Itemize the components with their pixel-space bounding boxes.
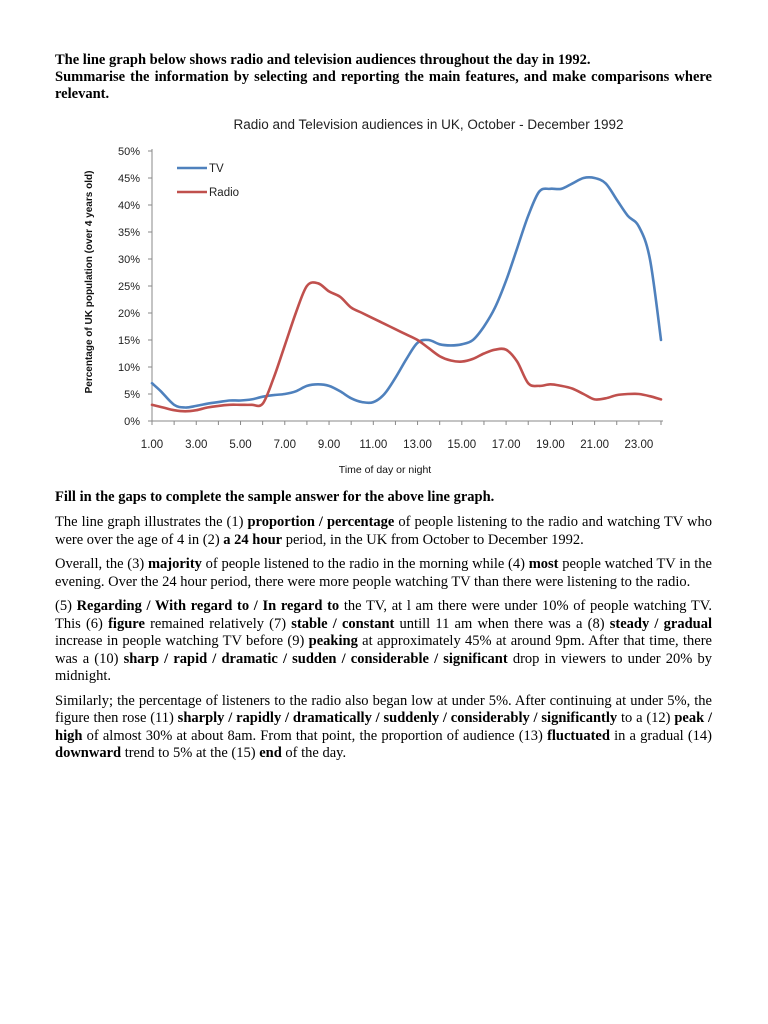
- legend-label-tv: TV: [209, 163, 224, 175]
- answer-text: The line graph illustrates the (1): [55, 514, 248, 530]
- answer-text: of people listening to the radio and watching TV who were over the age of 4 in (2): [55, 514, 712, 548]
- worksheet-page: [55, 52, 712, 770]
- gap-answer: sharply / rapidly / dramatically / suddenly / considerably / significantly: [177, 710, 618, 726]
- gap-answer: end: [259, 745, 282, 761]
- x-tick-label: 1.00: [140, 439, 164, 451]
- gap-answer: peaking: [308, 633, 358, 649]
- task-line-2: Summarise the information by selecting and reporting the main features, and make comparisons where relevant.: [55, 69, 712, 102]
- x-tick-label: 23.00: [624, 439, 654, 451]
- x-tick-label: 21.00: [580, 439, 609, 451]
- y-tick-label: 10%: [117, 362, 140, 374]
- y-axis-label: Percentage of UK population (over 4 years old): [84, 170, 95, 394]
- chart-title: Radio and Television audiences in UK, October - December 1992: [233, 117, 624, 132]
- task-line-1: The line graph below shows radio and television audiences throughout the day in 1992.: [55, 52, 591, 68]
- y-tick-label: 15%: [117, 335, 140, 347]
- gap-answer: most: [528, 556, 559, 572]
- series-line-tv: [152, 177, 661, 407]
- answer-text: remained relatively (7): [144, 615, 292, 632]
- answer-text: the TV, at l am there were under 10% of people watching TV. This (6): [55, 598, 712, 632]
- x-tick-label: 3.00: [185, 439, 208, 451]
- answer-text: untill 11 am when there was a (8): [394, 615, 610, 632]
- gap-answer: steady / gradual: [609, 615, 712, 632]
- gap-answer: stable / constant: [291, 615, 395, 632]
- y-tick-label: 50%: [117, 146, 140, 158]
- chart-svg: [55, 109, 712, 487]
- y-tick-label: 40%: [117, 200, 140, 212]
- line-chart: [55, 109, 712, 487]
- x-tick-label: 17.00: [491, 439, 521, 451]
- gap-answer: a 24 hour: [223, 531, 283, 548]
- gap-answer: majority: [147, 556, 202, 572]
- answer-text: Similarly; the percentage of listeners to the radio also began low at under 5%. After continuing at under 5%, the figure then rose (11): [55, 692, 712, 726]
- answer-text: period, in the UK from October to December 1992.: [282, 531, 584, 548]
- gap-answer: proportion / percentage: [247, 514, 395, 530]
- y-tick-label: 5%: [124, 389, 140, 401]
- instruction: Fill in the gaps to complete the sample answer for the above line graph.: [55, 489, 495, 505]
- legend-label-radio: Radio: [209, 187, 240, 199]
- sample-answer: [55, 514, 712, 763]
- gap-answer: fluctuated: [547, 727, 610, 744]
- x-tick-label: 11.00: [359, 439, 388, 451]
- x-tick-label: 15.00: [447, 439, 477, 451]
- answer-text: of people listened to the radio in the morning while (4): [201, 556, 529, 572]
- gap-answer: figure: [108, 615, 145, 632]
- answer-text: to a (12): [617, 710, 675, 726]
- x-tick-label: 9.00: [317, 439, 341, 451]
- answer-text: of almost 30% at about 8am. From that point, the proportion of audience (13): [82, 727, 548, 744]
- answer-paragraph-2: [55, 556, 712, 591]
- gap-answer: Regarding / With regard to / In regard to: [76, 598, 340, 614]
- gap-answer: sharp / rapid / dramatic / sudden / considerable / significant: [123, 650, 508, 667]
- x-tick-label: 13.00: [403, 439, 432, 451]
- x-tick-label: 19.00: [535, 439, 565, 451]
- answer-text: increase in people watching TV before (9): [55, 633, 309, 649]
- answer-paragraph-1: [55, 514, 712, 549]
- gap-answer: peak / high: [55, 710, 712, 744]
- answer-text: of the day.: [281, 745, 347, 761]
- series-line-radio: [152, 282, 661, 411]
- answer-text: (5): [55, 598, 77, 614]
- answer-text: in a gradual (14): [609, 727, 712, 744]
- y-tick-label: 25%: [117, 281, 140, 293]
- y-tick-label: 45%: [117, 173, 140, 185]
- gap-answer: downward: [55, 745, 122, 761]
- x-tick-label: 5.00: [229, 439, 252, 451]
- answer-paragraph-4: [55, 693, 712, 763]
- answer-text: Overall, the (3): [55, 556, 148, 572]
- answer-text: at approximately 45% at around 9pm. After that time, there was a (10): [55, 633, 712, 667]
- y-tick-label: 35%: [117, 227, 140, 239]
- task-prompt: [55, 52, 712, 103]
- x-tick-label: 7.00: [273, 439, 296, 451]
- y-tick-label: 20%: [117, 308, 140, 320]
- x-axis-label: Time of day or night: [338, 464, 432, 476]
- y-tick-label: 0%: [124, 416, 140, 428]
- y-tick-label: 30%: [117, 254, 140, 266]
- answer-text: people watched TV in the evening. Over the 24 hour period, there were more people watching TV than there were listening to the radio.: [55, 556, 712, 590]
- answer-text: trend to 5% at the (15): [121, 745, 260, 761]
- answer-paragraph-3: [55, 598, 712, 686]
- answer-text: drop in viewers to under 20% by midnight.: [55, 650, 712, 684]
